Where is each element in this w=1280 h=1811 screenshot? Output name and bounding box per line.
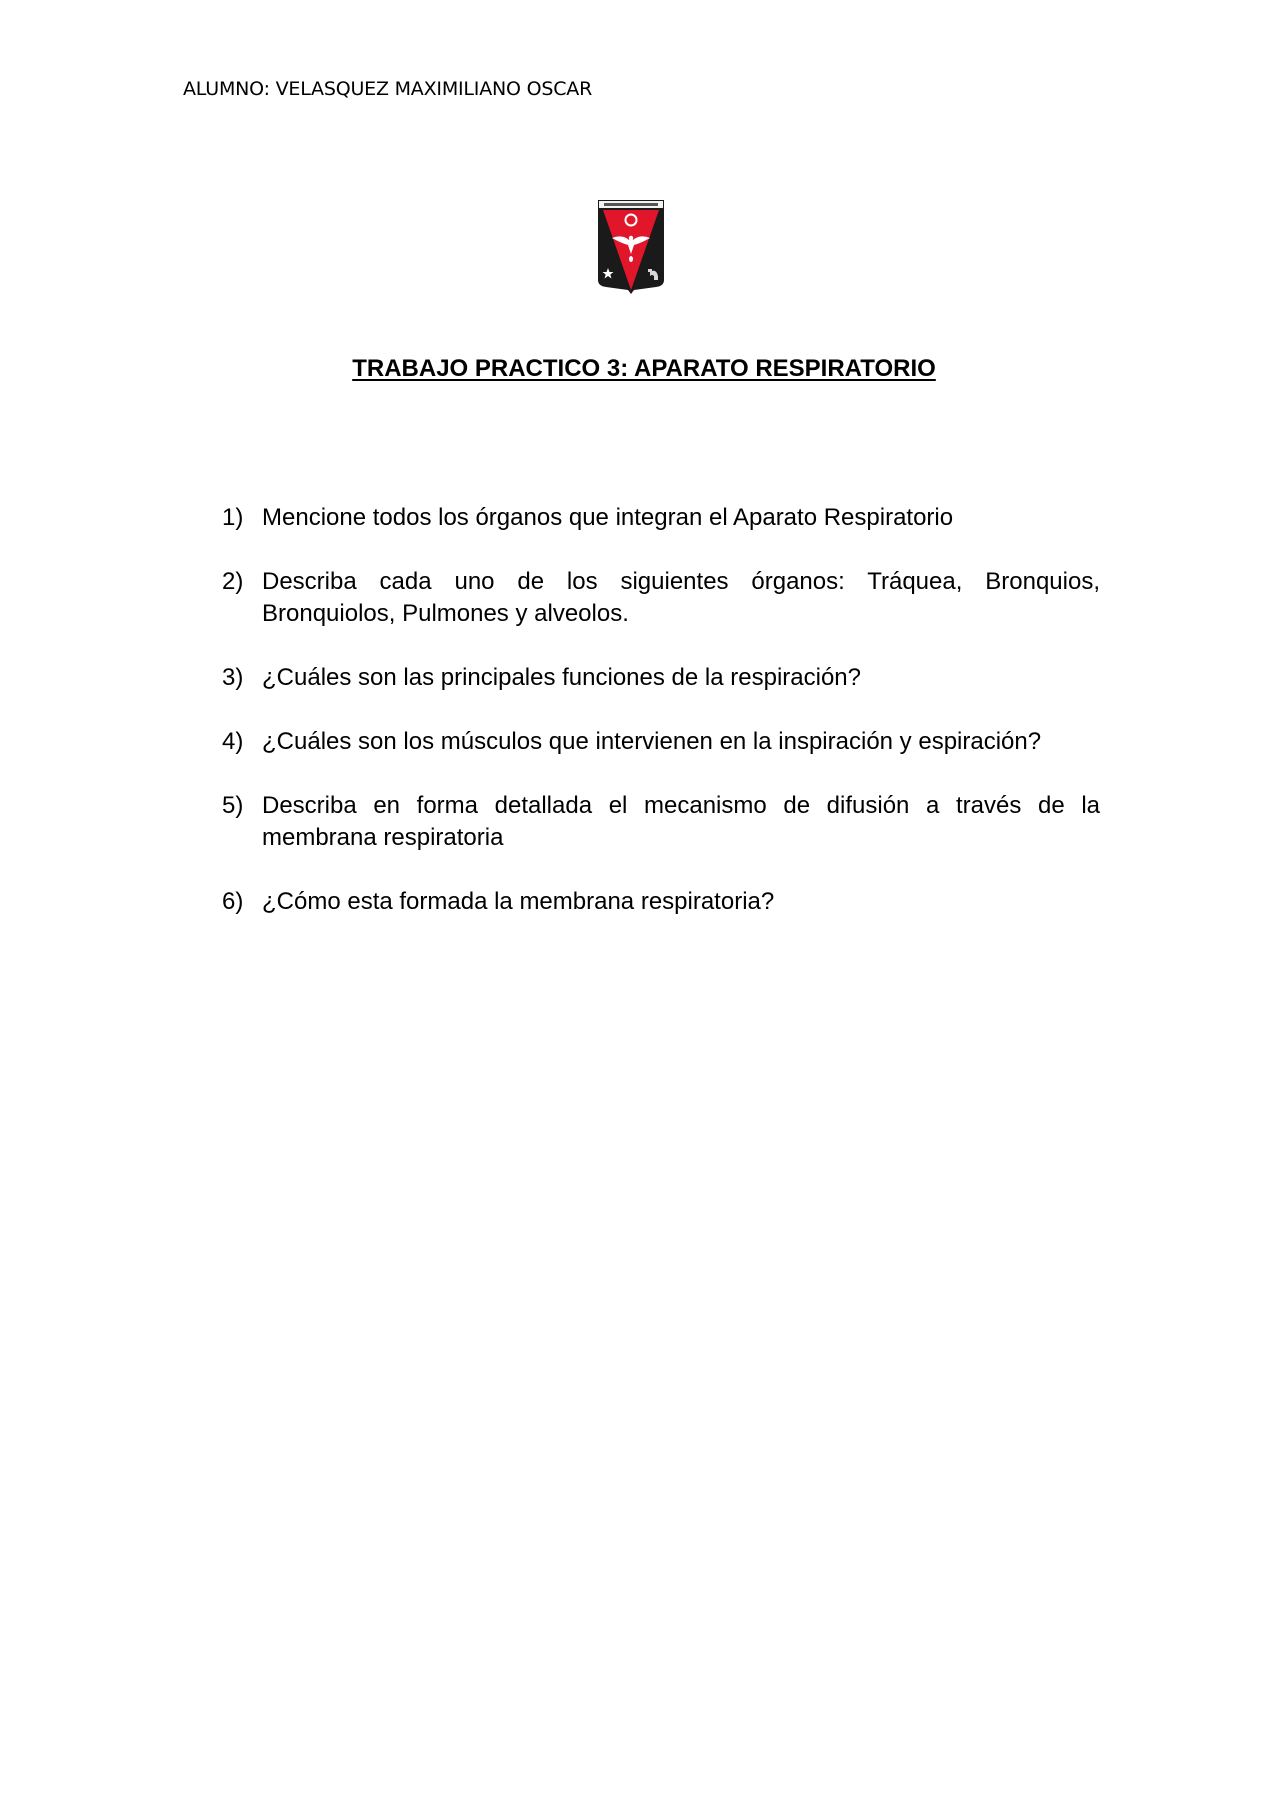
- list-item: [220, 726, 1100, 758]
- question-number: 5): [222, 792, 244, 819]
- question-number: 4): [222, 728, 244, 755]
- list-item: [220, 662, 1100, 694]
- question-text: ¿Cuáles son las principales funciones de la respiración?: [262, 664, 861, 691]
- student-name-header: ALUMNO: VELASQUEZ MAXIMILIANO OSCAR: [183, 78, 593, 100]
- question-list: [220, 502, 1100, 950]
- question-number: 1): [222, 504, 244, 531]
- question-text: Describa en forma detallada el mecanismo de difusión a través de la membrana respiratoria: [262, 792, 1100, 851]
- question-number: 6): [222, 888, 244, 915]
- question-text: ¿Cuáles son los músculos que intervienen en la inspiración y espiración?: [262, 728, 1042, 755]
- list-item: [220, 502, 1100, 534]
- question-number: 3): [222, 664, 244, 691]
- question-text: Describa cada uno de los siguientes órganos: Tráquea, Bronquios, Bronquiolos, Pulmones y alveolos.: [262, 568, 1100, 627]
- school-crest-icon: [596, 198, 666, 294]
- list-item: [220, 790, 1100, 854]
- list-item: [220, 886, 1100, 918]
- page-title: [0, 355, 1280, 383]
- page-title-text: TRABAJO PRACTICO 3: APARATO RESPIRATORIO: [352, 355, 936, 382]
- question-number: 2): [222, 568, 244, 595]
- list-item: [220, 566, 1100, 630]
- question-text: ¿Cómo esta formada la membrana respiratoria?: [262, 888, 775, 915]
- question-text: Mencione todos los órganos que integran el Aparato Respiratorio: [262, 504, 954, 531]
